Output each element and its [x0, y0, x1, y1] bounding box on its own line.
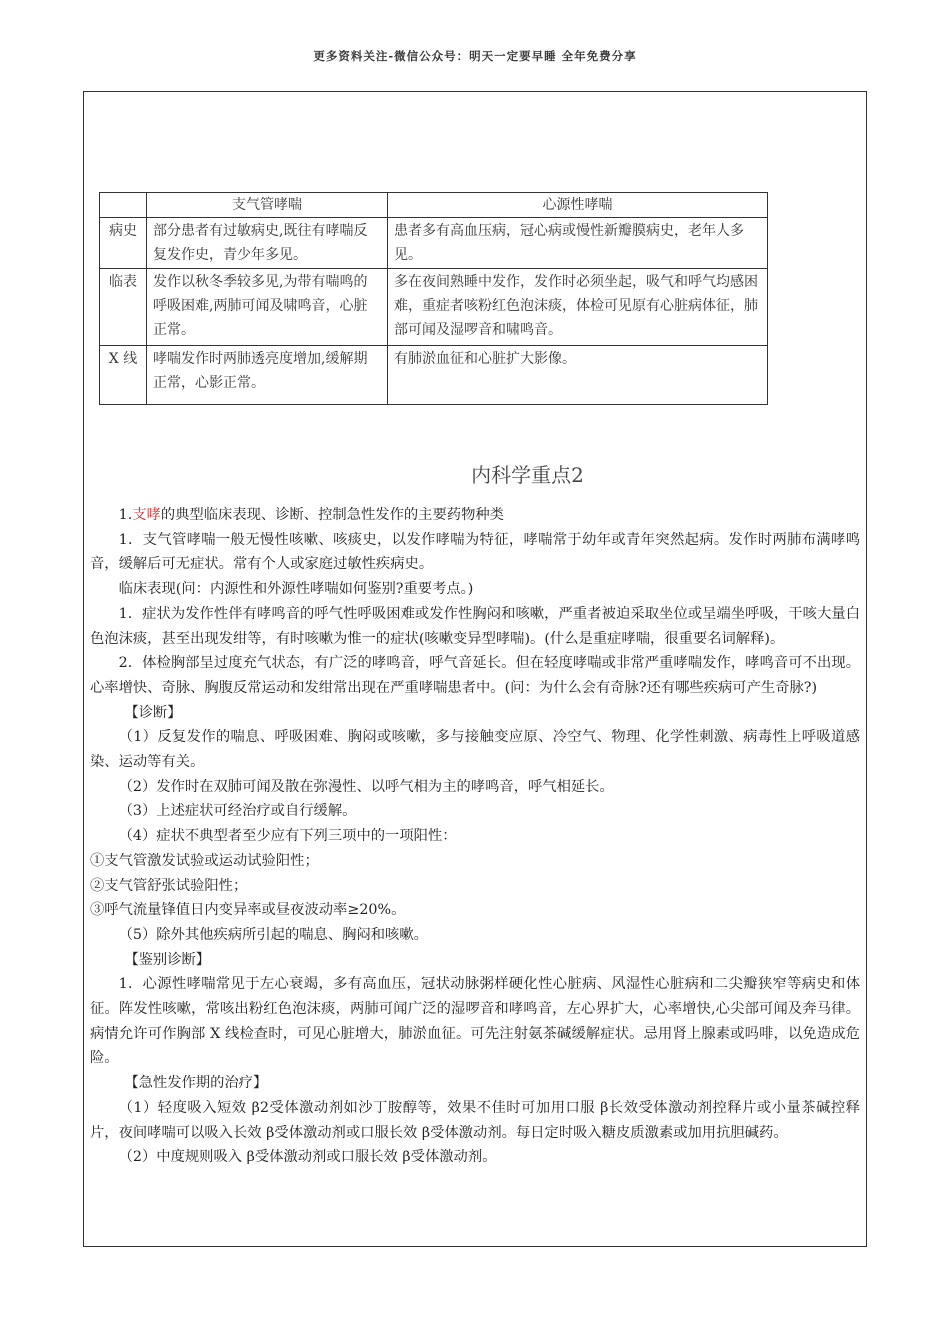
row-label: X 线 [100, 346, 147, 405]
paragraph: （1）轻度吸入短效 β2受体激动剂如沙丁胺醇等，效果不佳时可加用口服 β长效受体激动剂控释片或小量茶碱控释片，夜间哮喘可以吸入长效 β受体激动剂或口服长效 β受体激动剂。每日定时吸入糖皮质激素或加用抗胆碱药。 [90, 1099, 860, 1141]
paragraph: 1．支气管哮喘一般无慢性咳嗽、咳痰史，以发作哮喘为特征，哮喘常于幼年或青年突然起病。发作时两肺布满哮鸣音，缓解后可无症状。常有个人或家庭过敏性疾病史。 [90, 531, 860, 573]
treatment-heading: 【急性发作期的治疗】 [124, 1075, 268, 1092]
list-item: ②支气管舒张试验阳性； [90, 877, 248, 894]
table-header-row [100, 193, 768, 218]
paragraph: 1．心源性哮喘常见于左心衰竭，多有高血压，冠状动脉粥样硬化性心脏病、风湿性心脏病和二尖瓣狭窄等病史和体征。阵发性咳嗽，常咳出粉红色泡沫痰，两肺可闻广泛的湿啰音和哮鸣音，左心界扩大，心率增快,心尖部可闻及奔马律。病情允许可作胸部 X 线检查时，可见心脏增大，肺淤血征。可先注射氨茶碱缓解症状。忌用肾上腺素或吗啡，以免造成危险。 [90, 976, 860, 1067]
paragraph: （1）反复发作的喘息、呼吸困难、胸闷或咳嗽，多与接触变应原、冷空气、物理、化学性刺激、病毒性上呼吸道感染、运动等有关。 [90, 729, 860, 771]
table-cell: 发作以秋冬季较多见,为带有喘鸣的呼吸困难,两肺可闻及啸鸣音，心脏正常。 [147, 269, 388, 346]
table-cell: 患者多有高血压病，冠心病或慢性新瓣膜病史，老年人多见。 [388, 218, 768, 269]
paragraph: 1．症状为发作性伴有哮鸣音的呼气性呼吸困难或发作性胸闷和咳嗽，严重者被迫采取坐位或呈端坐呼吸，干咳大量白色泡沫痰，甚至出现发绀等，有时咳嗽为惟一的症状(咳嗽变异型哮喘)。(什么是重症哮喘，很重要名词解释)。 [90, 605, 860, 647]
topic-text: 的典型临床表现、诊断、控制急性发作的主要药物种类 [160, 507, 504, 523]
table-cell: 哮喘发作时两肺透亮度增加,缓解期正常，心影正常。 [147, 346, 388, 405]
paragraph: （5）除外其他疾病所引起的喘息、胸闷和咳嗽。 [118, 926, 428, 943]
column-header-bronchial: 支气管哮喘 [147, 193, 388, 218]
topic-highlight: 支哮 [132, 507, 161, 523]
table-cell: 多在夜间熟睡中发作，发作时必须坐起，吸气和呼气均感困难，重症者咳粉红色泡沫痰，体检可见原有心脏病体征，肺部可闻及湿啰音和啸鸣音。 [388, 269, 768, 346]
paragraph: （3）上述症状可经治疗或自行缓解。 [118, 803, 357, 820]
paragraph: 2．体检胸部呈过度充气状态，有广泛的哮鸣音，呼气音延长。但在轻度哮喘或非常严重哮喘发作，哮鸣音可不出现。心率增快、奇脉、胸腹反常运动和发绀常出现在严重哮喘患者中。(问：为什么会有奇脉?还有哪些疾病可产生奇脉?) [90, 655, 860, 696]
row-label: 病史 [100, 218, 147, 269]
column-header-cardiac: 心源性哮喘 [388, 193, 768, 218]
paragraph: （2）发作时在双肺可闻及散在弥漫性、以呼气相为主的哮鸣音，呼气相延长。 [118, 778, 614, 795]
table-row [100, 269, 768, 346]
paragraph: 临床表现(问：内源性和外源性哮喘如何鉴别?重要考点。) [118, 581, 474, 598]
diagnosis-heading: 【诊断】 [124, 704, 182, 721]
table-row [100, 346, 768, 405]
topic-line [90, 503, 860, 528]
page-header: 更多资料关注-微信公众号：明天一定要早睡 全年免费分享 [313, 49, 637, 63]
comparison-table [99, 192, 768, 405]
list-item: ③呼气流量锋值日内变异率或昼夜波动率≥20%。 [90, 902, 406, 919]
topic-number: 1. [118, 507, 133, 523]
table-row [100, 218, 768, 269]
differential-heading: 【鉴别诊断】 [124, 951, 211, 968]
table-corner-cell [100, 193, 147, 218]
paragraph: （2）中度规则吸入 β受体激动剂或口服长效 β受体激动剂。 [118, 1149, 497, 1166]
list-item: ①支气管激发试验或运动试验阳性； [90, 852, 319, 869]
row-label: 临表 [100, 269, 147, 346]
table-cell: 部分患者有过敏病史,既往有哮喘反复发作史，青少年多见。 [147, 218, 388, 269]
table-cell: 有肺淤血征和心脏扩大影像。 [388, 346, 768, 405]
body-text [90, 503, 860, 1170]
section-title: 内科学重点2 [471, 463, 584, 487]
paragraph: （4）症状不典型者至少应有下列三项中的一项阳性： [118, 828, 457, 845]
